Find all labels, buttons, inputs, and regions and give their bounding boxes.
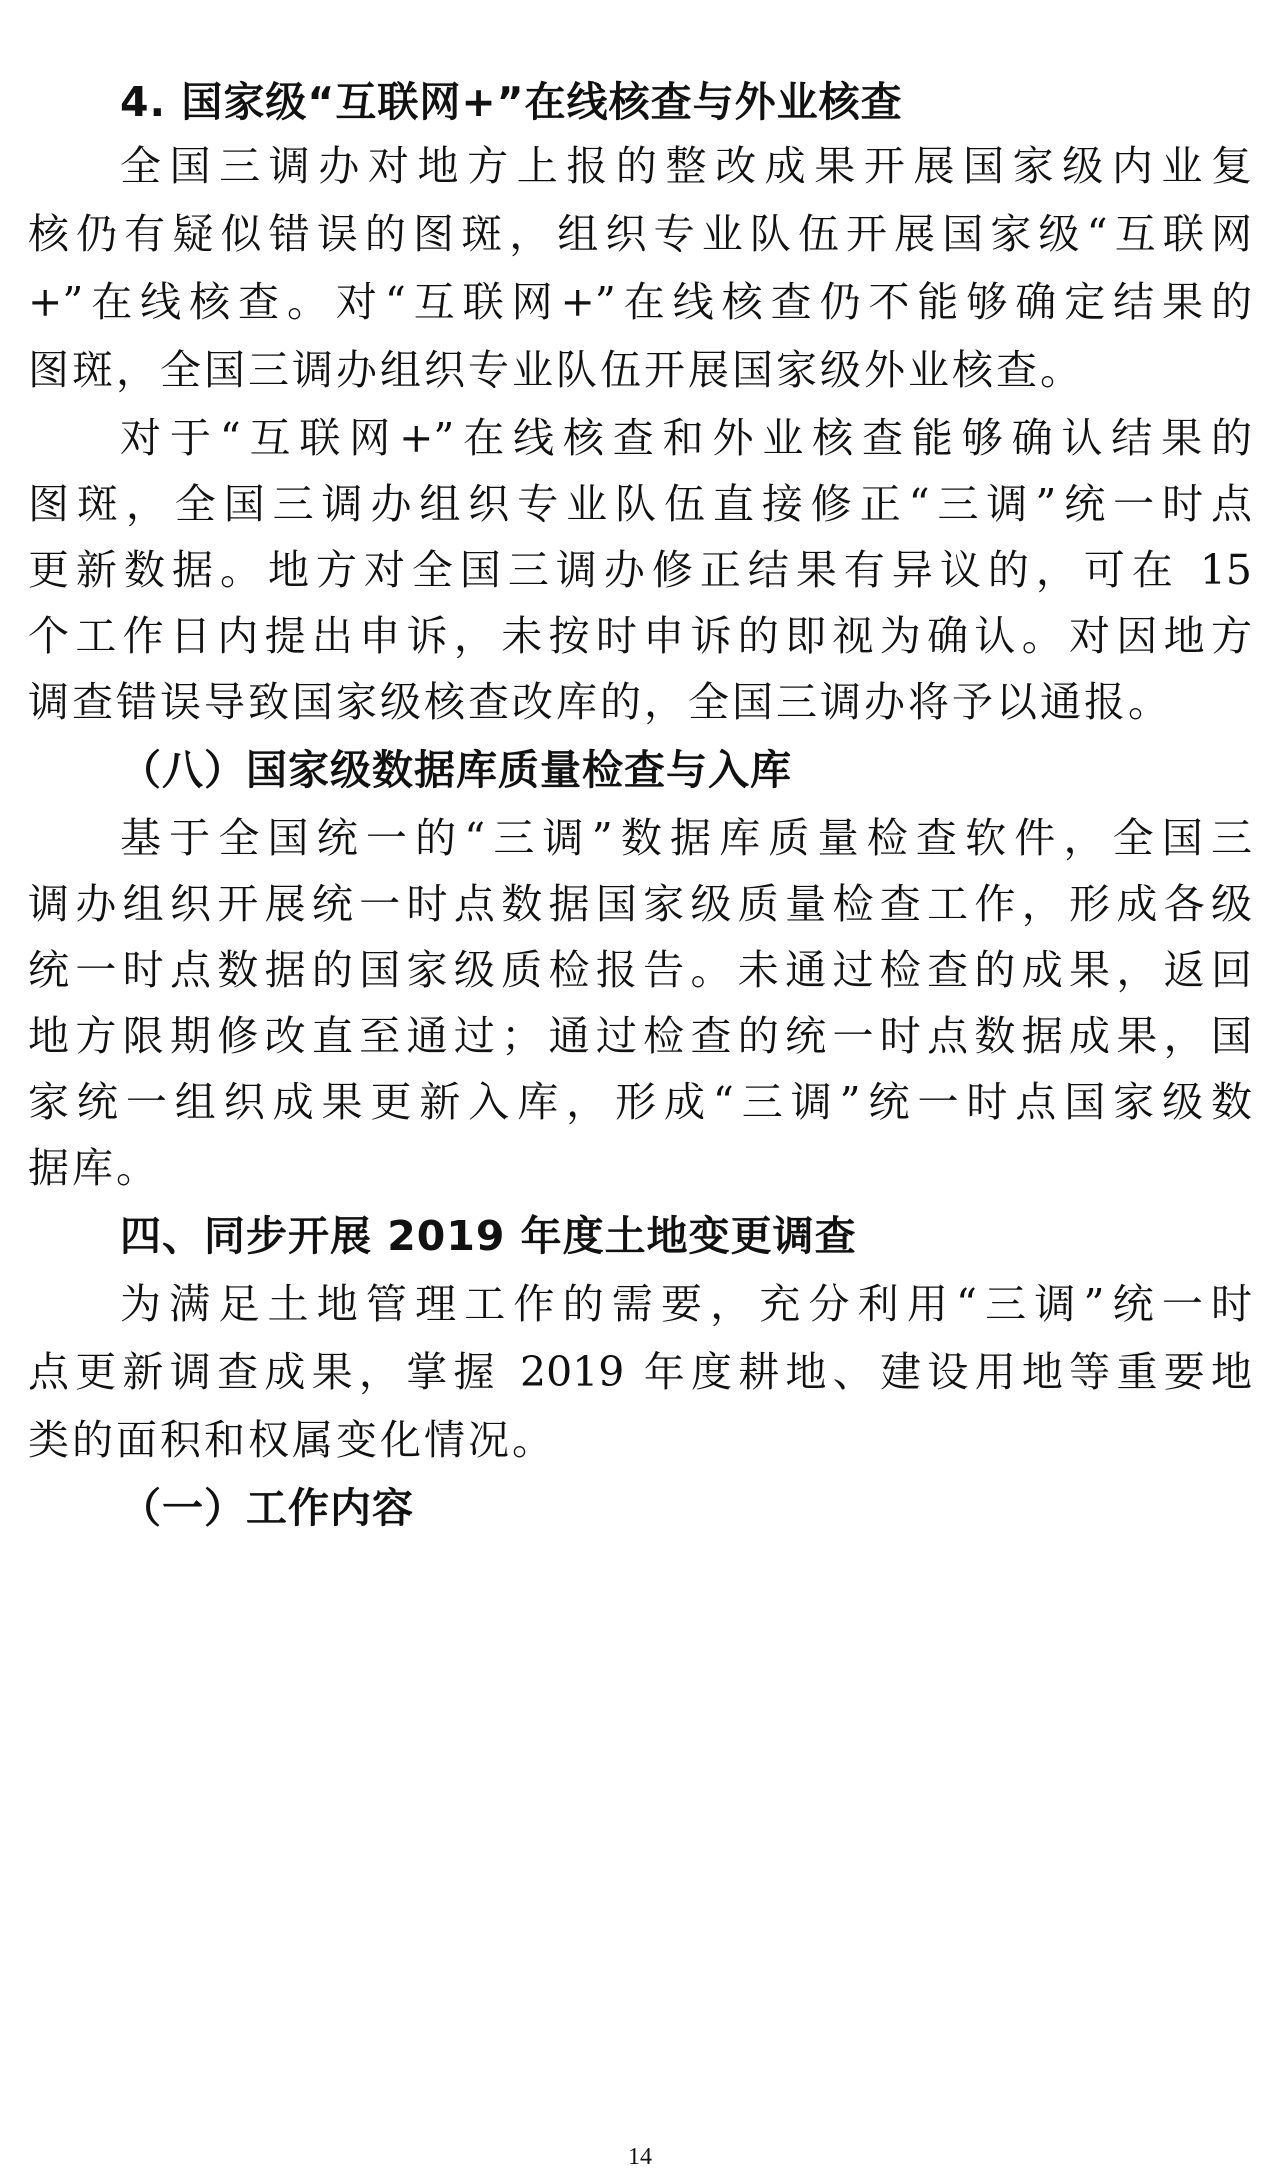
paragraph-line: 更新数据。地方对全国三调办修正结果有异议的，可在 15 <box>28 546 1252 594</box>
paragraph-line: 核仍有疑似错误的图斑，组织专业队伍开展国家级“互联网 <box>28 210 1252 258</box>
paragraph-line: 类的面积和权属变化情况。 <box>28 1416 556 1464</box>
paragraph-line: 对于“互联网+”在线核查和外业核查能够确认结果的 <box>120 414 1252 462</box>
paragraph-line: 统一时点数据的国家级质检报告。未通过检查的成果，返回 <box>28 946 1252 994</box>
page-number: 14 <box>628 2144 652 2170</box>
paragraph-line: 个工作日内提出申诉，未按时申诉的即视为确认。对因地方 <box>28 612 1252 660</box>
paragraph-line: 为满足土地管理工作的需要，充分利用“三调”统一时 <box>120 1280 1252 1328</box>
paragraph-line: 图斑，全国三调办组织专业队伍开展国家级外业核查。 <box>28 346 1084 394</box>
paragraph-line: 家统一组织成果更新入库，形成“三调”统一时点国家级数 <box>28 1078 1252 1126</box>
paragraph-line: 调办组织开展统一时点数据国家级质量检查工作，形成各级 <box>28 880 1252 928</box>
paragraph-line: 据库。 <box>28 1144 160 1192</box>
paragraph-line: 点更新调查成果，掌握 2019 年度耕地、建设用地等重要地 <box>28 1348 1252 1396</box>
paragraph-line: 调查错误导致国家级核查改库的，全国三调办将予以通报。 <box>28 678 1172 726</box>
section-heading: 4. 国家级“互联网+”在线核查与外业核查 <box>120 78 903 126</box>
subsection-heading: （八）国家级数据库质量检查与入库 <box>120 746 792 794</box>
paragraph-line: 基于全国统一的“三调”数据库质量检查软件，全国三 <box>120 814 1252 862</box>
paragraph-line: 全国三调办对地方上报的整改成果开展国家级内业复 <box>120 142 1252 190</box>
subsection-heading: （一）工作内容 <box>120 1484 414 1532</box>
paragraph-line: 图斑，全国三调办组织专业队伍直接修正“三调”统一时点 <box>28 480 1252 528</box>
section-heading: 四、同步开展 2019 年度土地变更调查 <box>120 1212 857 1260</box>
paragraph-line: 地方限期修改直至通过；通过检查的统一时点数据成果，国 <box>28 1012 1252 1060</box>
paragraph-line: +”在线核查。对“互联网+”在线核查仍不能够确定结果的 <box>28 278 1252 326</box>
